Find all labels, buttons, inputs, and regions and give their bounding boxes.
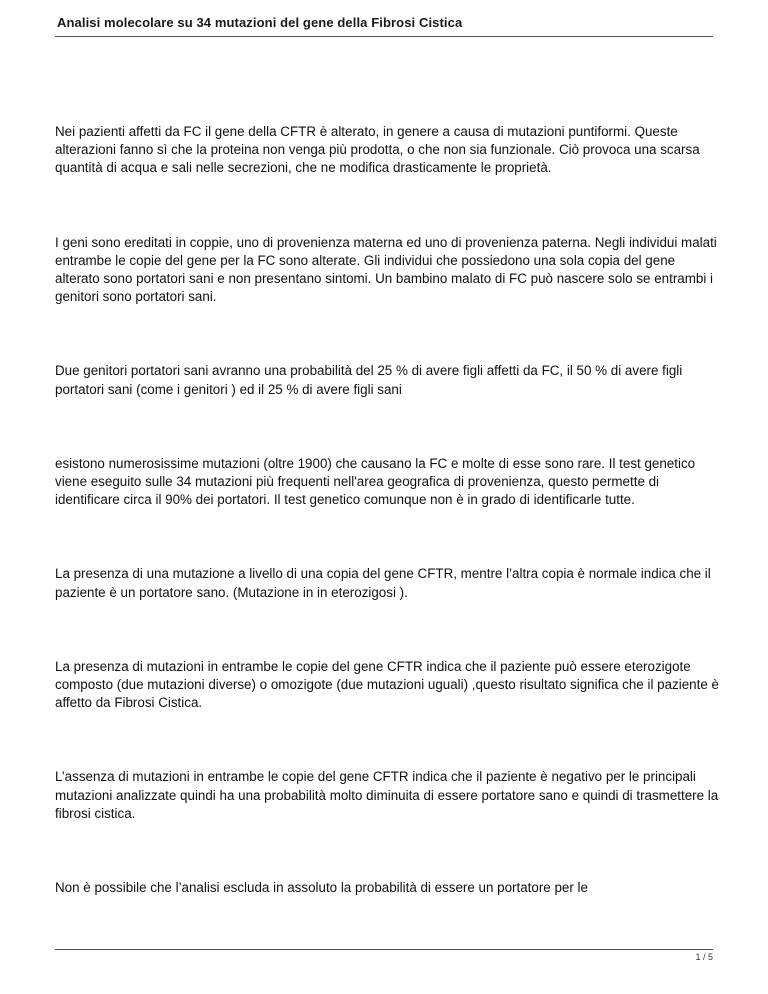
paragraph-inheritance: I geni sono ereditati in coppie, uno di provenienza materna ed uno di provenienza paterna. Negli individui malati entrambe le copie del gene per la FC sono alterate. Gli individui che possiedono una sola copia del gene alterato sono portatori sani e non presentano sintomi. Un bambino malato di FC può nascere solo se entrambi i genitori sono portatori sani.: [55, 234, 717, 305]
page-number: 1 / 5: [695, 952, 713, 962]
paragraph-limitation: Non è possibile che l’analisi escluda in assoluto la probabilità di essere un portatore per le: [55, 880, 588, 896]
paragraph-mutations-test: esistono numerosissime mutazioni (oltre 1900) che causano la FC e molte di esse sono rare. Il test genetico viene eseguito sulle 34 mutazioni più frequenti nell'area geografica di provenienza, questo permette di identificare circa il 90% dei portatori. Il test genetico comunque non è in grado di identificarle tutte.: [55, 455, 696, 508]
paragraph-both-copies: La presenza di mutazioni in entrambe le copie del gene CFTR indica che il paziente può essere eterozigote composto (due mutazioni diverse) o omozigote (due mutazioni uguali) ,questo risultato significa che il paziente è affetto da Fibrosi Cistica.: [55, 658, 719, 711]
paragraph-probability: Due genitori portatori sani avranno una probabilità del 25 % di avere figli affetti da FC, il 50 % di avere figli portatori sani (come i genitori ) ed il 25 % di avere figli sani: [55, 363, 683, 397]
paragraph-heterozygous: La presenza di una mutazione a livello di una copia del gene CFTR, mentre l’altra copia è normale indica che il paziente è un portatore sano. (Mutazione in in eterozigosi ).: [55, 566, 711, 600]
page-header: [55, 10, 713, 37]
document-body: [55, 123, 719, 897]
document-title: Analisi molecolare su 34 mutazioni del gene della Fibrosi Cistica: [57, 15, 463, 30]
paragraph-negative-result: L’assenza di mutazioni in entrambe le copie del gene CFTR indica che il paziente è negativo per le principali mutazioni analizzate quindi ha una probabilità molto diminuita di essere portatore sano e quindi di trasmettere la fibrosi cistica.: [55, 769, 719, 821]
paragraph-cftr-alteration: Nei pazienti affetti da FC il gene della CFTR è alterato, in genere a causa di mutazioni puntiformi. Queste alterazioni fanno sì che la proteina non venga più prodotta, o che non sia funzionale. Ciò provoca una scarsa quantità di acqua e sali nelle secrezioni, che ne modifica drasticamente le proprietà.: [55, 124, 700, 176]
page-footer: [55, 949, 713, 962]
